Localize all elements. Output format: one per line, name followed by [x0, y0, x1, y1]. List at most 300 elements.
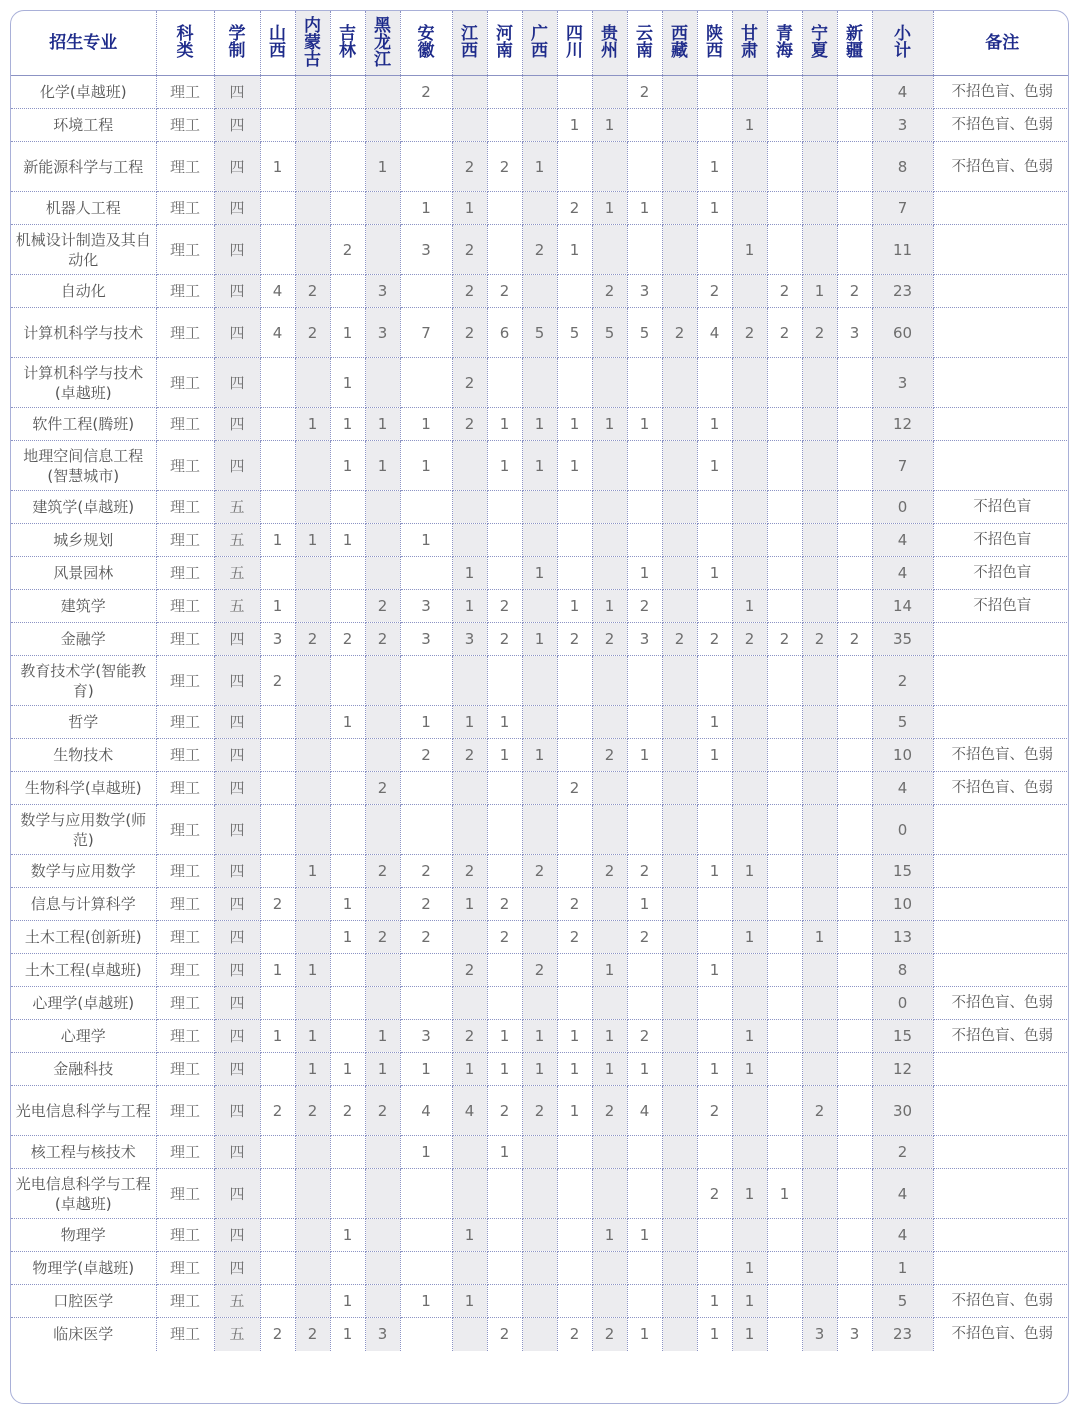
quota-cell: [767, 1318, 802, 1351]
quota-cell: 2: [697, 1086, 732, 1136]
quota-cell: 2: [767, 623, 802, 656]
quota-cell: 1: [767, 1169, 802, 1219]
quota-cell: [697, 1252, 732, 1285]
quota-cell: 2: [697, 1169, 732, 1219]
quota-cell: [662, 1086, 697, 1136]
quota-cell: [627, 1252, 662, 1285]
duration-cell: 四: [214, 358, 260, 408]
quota-cell: [802, 772, 837, 805]
quota-cell: [697, 109, 732, 142]
quota-cell: 1: [295, 1053, 330, 1086]
quota-cell: 2: [767, 308, 802, 358]
quota-cell: [732, 656, 767, 706]
quota-cell: [732, 805, 767, 855]
quota-cell: 2: [365, 590, 400, 623]
quota-cell: [487, 1169, 522, 1219]
duration-cell: 四: [214, 1053, 260, 1086]
quota-cell: [837, 805, 872, 855]
quota-cell: 1: [557, 1053, 592, 1086]
note-cell: [933, 805, 1069, 855]
quota-cell: [260, 441, 295, 491]
quota-cell: [330, 987, 365, 1020]
quota-cell: 1: [592, 1053, 627, 1086]
quota-cell: [557, 656, 592, 706]
quota-cell: [627, 1169, 662, 1219]
duration-cell: 四: [214, 109, 260, 142]
quota-cell: [295, 441, 330, 491]
table-row: [11, 408, 1069, 441]
note-cell: [933, 954, 1069, 987]
note-cell: [933, 358, 1069, 408]
quota-cell: 2: [452, 1020, 487, 1053]
quota-cell: [452, 109, 487, 142]
quota-cell: [662, 1285, 697, 1318]
quota-cell: [295, 1169, 330, 1219]
quota-cell: 1: [627, 557, 662, 590]
quota-cell: [592, 358, 627, 408]
header-province: 青海: [767, 11, 802, 76]
quota-cell: [487, 656, 522, 706]
table-row: [11, 1169, 1069, 1219]
major-cell: 哲学: [11, 706, 156, 739]
quota-cell: 1: [627, 1318, 662, 1351]
quota-cell: [330, 739, 365, 772]
subtotal-cell: 3: [872, 109, 933, 142]
quota-cell: [522, 888, 557, 921]
quota-cell: 2: [452, 142, 487, 192]
quota-cell: 2: [295, 1318, 330, 1351]
subtotal-cell: 12: [872, 408, 933, 441]
table-row: [11, 109, 1069, 142]
quota-cell: [330, 192, 365, 225]
duration-cell: 四: [214, 76, 260, 109]
quota-cell: [732, 275, 767, 308]
quota-cell: 1: [452, 888, 487, 921]
quota-cell: [732, 888, 767, 921]
quota-cell: [662, 275, 697, 308]
quota-cell: [557, 1285, 592, 1318]
header-province: 黑龙江: [365, 11, 400, 76]
quota-cell: 2: [295, 623, 330, 656]
quota-cell: 2: [557, 192, 592, 225]
quota-cell: [767, 921, 802, 954]
quota-cell: 2: [400, 76, 452, 109]
quota-cell: 1: [522, 142, 557, 192]
quota-cell: 1: [487, 739, 522, 772]
quota-cell: [452, 1252, 487, 1285]
quota-cell: 1: [487, 1053, 522, 1086]
duration-cell: 五: [214, 590, 260, 623]
quota-cell: [260, 1136, 295, 1169]
quota-cell: 1: [487, 441, 522, 491]
category-cell: 理工: [156, 623, 214, 656]
quota-cell: 2: [330, 623, 365, 656]
quota-cell: 1: [592, 192, 627, 225]
major-cell: 数学与应用数学(师范): [11, 805, 156, 855]
quota-cell: [330, 76, 365, 109]
major-cell: 生物技术: [11, 739, 156, 772]
major-cell: 金融学: [11, 623, 156, 656]
quota-cell: [837, 987, 872, 1020]
category-cell: 理工: [156, 408, 214, 441]
quota-cell: [330, 1252, 365, 1285]
quota-cell: [767, 772, 802, 805]
major-cell: 环境工程: [11, 109, 156, 142]
subtotal-cell: 4: [872, 76, 933, 109]
table-row: [11, 76, 1069, 109]
quota-cell: [487, 491, 522, 524]
duration-cell: 四: [214, 275, 260, 308]
note-cell: 不招色盲、色弱: [933, 739, 1069, 772]
quota-cell: [295, 1285, 330, 1318]
quota-cell: 2: [365, 855, 400, 888]
quota-cell: 1: [330, 921, 365, 954]
major-cell: 光电信息科学与工程(卓越班): [11, 1169, 156, 1219]
quota-cell: 2: [487, 590, 522, 623]
table-row: [11, 590, 1069, 623]
subtotal-cell: 11: [872, 225, 933, 275]
quota-cell: 2: [627, 76, 662, 109]
quota-cell: [365, 76, 400, 109]
quota-cell: [732, 1219, 767, 1252]
quota-cell: 3: [452, 623, 487, 656]
duration-cell: 四: [214, 1086, 260, 1136]
quota-cell: [697, 987, 732, 1020]
quota-cell: [767, 524, 802, 557]
quota-cell: 3: [400, 590, 452, 623]
note-cell: [933, 1169, 1069, 1219]
major-cell: 心理学: [11, 1020, 156, 1053]
quota-cell: 2: [400, 855, 452, 888]
quota-cell: 1: [260, 1020, 295, 1053]
quota-cell: 1: [365, 1020, 400, 1053]
quota-cell: 1: [627, 1053, 662, 1086]
quota-cell: [452, 1318, 487, 1351]
quota-cell: [767, 1136, 802, 1169]
quota-cell: [732, 441, 767, 491]
quota-cell: [330, 656, 365, 706]
quota-cell: [767, 1086, 802, 1136]
quota-cell: [592, 706, 627, 739]
quota-cell: [487, 192, 522, 225]
category-cell: 理工: [156, 225, 214, 275]
header-subtotal: 小计: [872, 11, 933, 76]
quota-cell: [732, 954, 767, 987]
duration-cell: 四: [214, 987, 260, 1020]
quota-cell: 1: [330, 888, 365, 921]
major-cell: 软件工程(腾班): [11, 408, 156, 441]
major-cell: 心理学(卓越班): [11, 987, 156, 1020]
quota-cell: 1: [452, 192, 487, 225]
quota-cell: [330, 491, 365, 524]
quota-cell: 1: [697, 1318, 732, 1351]
note-cell: 不招色盲、色弱: [933, 76, 1069, 109]
subtotal-cell: 35: [872, 623, 933, 656]
category-cell: 理工: [156, 1053, 214, 1086]
subtotal-cell: 0: [872, 805, 933, 855]
note-cell: 不招色盲、色弱: [933, 987, 1069, 1020]
quota-cell: 1: [557, 1086, 592, 1136]
major-cell: 建筑学: [11, 590, 156, 623]
quota-cell: [837, 109, 872, 142]
quota-cell: [627, 706, 662, 739]
quota-cell: 1: [295, 524, 330, 557]
table-body: [11, 76, 1069, 1351]
quota-cell: [697, 772, 732, 805]
quota-cell: [295, 225, 330, 275]
quota-cell: 3: [837, 1318, 872, 1351]
quota-cell: [732, 1136, 767, 1169]
quota-cell: 2: [452, 308, 487, 358]
duration-cell: 四: [214, 1169, 260, 1219]
quota-cell: [802, 225, 837, 275]
quota-cell: [522, 987, 557, 1020]
quota-cell: [837, 590, 872, 623]
quota-cell: 2: [627, 1020, 662, 1053]
category-cell: 理工: [156, 557, 214, 590]
quota-cell: [330, 855, 365, 888]
quota-cell: 2: [400, 888, 452, 921]
note-cell: 不招色盲、色弱: [933, 1285, 1069, 1318]
category-cell: 理工: [156, 656, 214, 706]
quota-cell: 1: [400, 408, 452, 441]
quota-cell: [627, 225, 662, 275]
quota-cell: [260, 1169, 295, 1219]
quota-cell: 1: [557, 109, 592, 142]
quota-cell: [802, 441, 837, 491]
quota-cell: [802, 1219, 837, 1252]
duration-cell: 五: [214, 1285, 260, 1318]
quota-cell: [557, 706, 592, 739]
table-row: [11, 557, 1069, 590]
quota-cell: [662, 76, 697, 109]
quota-cell: [400, 109, 452, 142]
header-major: 招生专业: [11, 11, 156, 76]
quota-cell: 2: [592, 1318, 627, 1351]
quota-cell: [837, 1219, 872, 1252]
quota-cell: [330, 1020, 365, 1053]
quota-cell: [487, 1252, 522, 1285]
quota-cell: [522, 358, 557, 408]
quota-cell: [837, 888, 872, 921]
quota-cell: [837, 855, 872, 888]
quota-cell: [295, 1252, 330, 1285]
quota-cell: 2: [767, 275, 802, 308]
quota-cell: [802, 1169, 837, 1219]
quota-cell: [662, 225, 697, 275]
quota-cell: 1: [557, 590, 592, 623]
quota-cell: [260, 1285, 295, 1318]
quota-cell: 1: [522, 1053, 557, 1086]
subtotal-cell: 7: [872, 192, 933, 225]
major-cell: 机械设计制造及其自动化: [11, 225, 156, 275]
quota-cell: 1: [627, 192, 662, 225]
quota-cell: 1: [487, 1020, 522, 1053]
quota-cell: 3: [365, 275, 400, 308]
header-province: 山西: [260, 11, 295, 76]
quota-cell: 2: [330, 225, 365, 275]
quota-cell: 1: [557, 225, 592, 275]
duration-cell: 五: [214, 491, 260, 524]
quota-cell: [452, 921, 487, 954]
quota-cell: [662, 656, 697, 706]
quota-cell: 2: [627, 855, 662, 888]
note-cell: [933, 1252, 1069, 1285]
duration-cell: 四: [214, 1219, 260, 1252]
quota-cell: 2: [592, 623, 627, 656]
table-row: [11, 192, 1069, 225]
quota-cell: 2: [452, 225, 487, 275]
quota-cell: 1: [522, 739, 557, 772]
quota-cell: 1: [557, 408, 592, 441]
quota-cell: [767, 358, 802, 408]
quota-cell: 1: [697, 706, 732, 739]
major-cell: 计算机科学与技术: [11, 308, 156, 358]
quota-cell: [662, 109, 697, 142]
quota-cell: [732, 358, 767, 408]
quota-cell: [662, 987, 697, 1020]
quota-cell: 1: [295, 855, 330, 888]
quota-cell: [592, 656, 627, 706]
quota-cell: 2: [452, 855, 487, 888]
quota-cell: [802, 1053, 837, 1086]
quota-cell: [260, 491, 295, 524]
quota-cell: 1: [732, 855, 767, 888]
quota-cell: 5: [592, 308, 627, 358]
quota-cell: [732, 987, 767, 1020]
quota-cell: [260, 921, 295, 954]
quota-cell: 1: [697, 855, 732, 888]
enrollment-table: [11, 11, 1069, 1351]
quota-cell: [487, 76, 522, 109]
subtotal-cell: 0: [872, 987, 933, 1020]
quota-cell: [452, 772, 487, 805]
quota-cell: [452, 1169, 487, 1219]
quota-cell: [330, 772, 365, 805]
table-row: [11, 142, 1069, 192]
subtotal-cell: 5: [872, 706, 933, 739]
subtotal-cell: 1: [872, 1252, 933, 1285]
quota-cell: [522, 275, 557, 308]
table-row: [11, 1252, 1069, 1285]
quota-cell: [295, 358, 330, 408]
duration-cell: 四: [214, 739, 260, 772]
quota-cell: 1: [732, 590, 767, 623]
note-cell: [933, 192, 1069, 225]
quota-cell: [487, 805, 522, 855]
quota-cell: [802, 1136, 837, 1169]
quota-cell: [732, 408, 767, 441]
quota-cell: [522, 491, 557, 524]
note-cell: [933, 656, 1069, 706]
quota-cell: [767, 225, 802, 275]
quota-cell: [697, 656, 732, 706]
quota-cell: [522, 1285, 557, 1318]
quota-cell: 1: [697, 441, 732, 491]
quota-cell: 1: [627, 888, 662, 921]
quota-cell: 1: [522, 623, 557, 656]
quota-cell: 2: [522, 954, 557, 987]
quota-cell: 1: [452, 1285, 487, 1318]
quota-cell: 2: [487, 921, 522, 954]
subtotal-cell: 23: [872, 1318, 933, 1351]
quota-cell: 1: [732, 1285, 767, 1318]
table-row: [11, 987, 1069, 1020]
note-cell: 不招色盲: [933, 524, 1069, 557]
category-cell: 理工: [156, 1020, 214, 1053]
quota-cell: 1: [365, 408, 400, 441]
quota-cell: 2: [365, 1086, 400, 1136]
quota-cell: [627, 805, 662, 855]
quota-cell: [522, 706, 557, 739]
subtotal-cell: 2: [872, 1136, 933, 1169]
subtotal-cell: 12: [872, 1053, 933, 1086]
quota-cell: [295, 921, 330, 954]
quota-cell: 2: [732, 308, 767, 358]
quota-cell: 1: [260, 954, 295, 987]
quota-cell: [452, 805, 487, 855]
quota-cell: [557, 524, 592, 557]
quota-cell: [522, 1169, 557, 1219]
quota-cell: [802, 656, 837, 706]
quota-cell: [400, 491, 452, 524]
note-cell: [933, 1086, 1069, 1136]
quota-cell: [260, 408, 295, 441]
quota-cell: [487, 358, 522, 408]
quota-cell: [767, 1020, 802, 1053]
quota-cell: 2: [557, 1318, 592, 1351]
quota-cell: 2: [802, 623, 837, 656]
quota-cell: 2: [557, 888, 592, 921]
quota-cell: [487, 109, 522, 142]
quota-cell: [767, 954, 802, 987]
quota-cell: 1: [732, 1169, 767, 1219]
duration-cell: 四: [214, 921, 260, 954]
quota-cell: [802, 739, 837, 772]
header-duration: 学制: [214, 11, 260, 76]
quota-cell: [837, 739, 872, 772]
quota-cell: 2: [697, 623, 732, 656]
table-row: [11, 623, 1069, 656]
quota-cell: 1: [522, 1020, 557, 1053]
quota-cell: [662, 1318, 697, 1351]
subtotal-cell: 23: [872, 275, 933, 308]
quota-cell: 2: [732, 623, 767, 656]
quota-cell: [662, 408, 697, 441]
subtotal-cell: 13: [872, 921, 933, 954]
quota-cell: [592, 1169, 627, 1219]
quota-cell: [592, 772, 627, 805]
quota-cell: [767, 1285, 802, 1318]
quota-cell: [522, 1219, 557, 1252]
quota-cell: [452, 524, 487, 557]
quota-cell: 1: [592, 590, 627, 623]
quota-cell: [365, 805, 400, 855]
quota-cell: [400, 557, 452, 590]
quota-cell: [592, 441, 627, 491]
quota-cell: [767, 408, 802, 441]
table-row: [11, 1086, 1069, 1136]
category-cell: 理工: [156, 590, 214, 623]
quota-cell: 2: [452, 408, 487, 441]
subtotal-cell: 3: [872, 358, 933, 408]
subtotal-cell: 30: [872, 1086, 933, 1136]
quota-cell: [732, 772, 767, 805]
quota-cell: [627, 441, 662, 491]
quota-cell: [662, 441, 697, 491]
quota-cell: 2: [487, 888, 522, 921]
table-row: [11, 1285, 1069, 1318]
